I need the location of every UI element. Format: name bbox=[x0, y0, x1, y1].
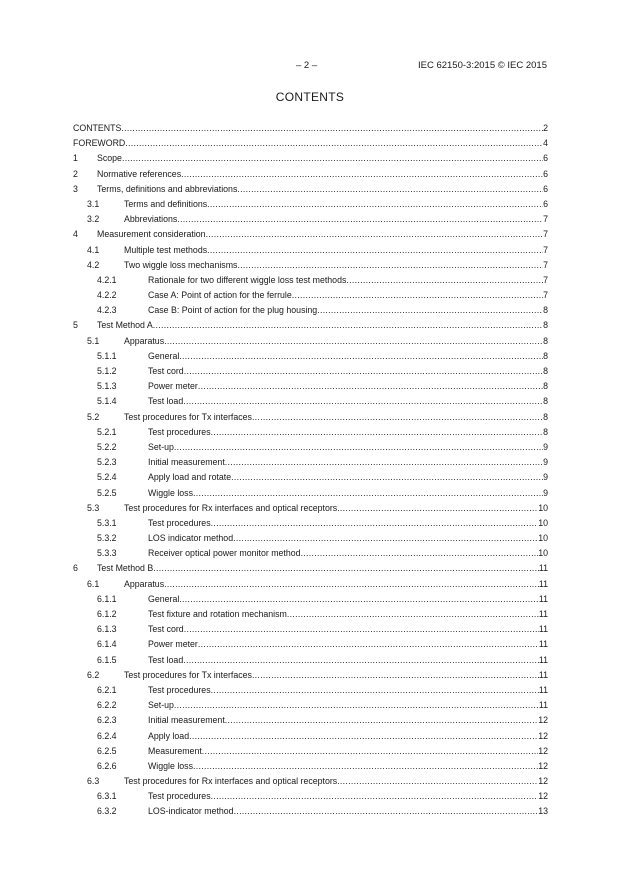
toc-entry-line bbox=[148, 394, 548, 409]
toc-entry[interactable] bbox=[73, 607, 548, 622]
toc-entry-page: 8 bbox=[543, 381, 548, 392]
toc-entry-page: 11 bbox=[538, 700, 548, 711]
toc-dot-leader bbox=[184, 622, 539, 637]
toc-dot-leader bbox=[122, 151, 543, 166]
toc-entry[interactable] bbox=[73, 167, 548, 182]
toc-entry-title: Test procedures for Rx interfaces and optical receptors bbox=[124, 774, 337, 789]
toc-entry[interactable] bbox=[73, 303, 548, 318]
toc-entry-page: 8 bbox=[543, 320, 548, 331]
toc-entry-line bbox=[148, 288, 548, 303]
toc-entry-number: 6.3 bbox=[87, 776, 100, 787]
toc-entry[interactable] bbox=[73, 683, 548, 698]
toc-entry[interactable] bbox=[73, 349, 548, 364]
toc-entry-page: 12 bbox=[538, 760, 548, 771]
toc-entry[interactable] bbox=[73, 653, 548, 668]
table-of-contents bbox=[73, 121, 548, 820]
toc-entry-page: 8 bbox=[543, 396, 548, 407]
toc-entry-line bbox=[148, 486, 548, 501]
toc-entry-page: 7 bbox=[543, 259, 548, 270]
toc-entry-title: Test procedures bbox=[148, 789, 211, 804]
toc-entry-line bbox=[97, 182, 548, 197]
toc-entry[interactable] bbox=[73, 364, 548, 379]
toc-entry[interactable] bbox=[73, 774, 548, 789]
toc-entry-number: 6.2.4 bbox=[97, 730, 117, 741]
standard-reference: IEC 62150-3:2015 © IEC 2015 bbox=[417, 60, 547, 71]
toc-entry[interactable] bbox=[73, 410, 548, 425]
toc-entry-title: Measurement consideration bbox=[97, 227, 206, 242]
toc-entry[interactable] bbox=[73, 622, 548, 637]
toc-entry-line bbox=[148, 622, 548, 637]
toc-entry[interactable] bbox=[73, 258, 548, 273]
toc-entry-line bbox=[148, 470, 548, 485]
toc-entry-title: LOS-indicator method bbox=[148, 804, 234, 819]
toc-entry-title: Test load bbox=[148, 394, 183, 409]
toc-entry-number: 5.1 bbox=[87, 335, 100, 346]
toc-entry[interactable] bbox=[73, 121, 548, 136]
toc-dot-leader bbox=[183, 653, 539, 668]
toc-entry-line bbox=[148, 683, 548, 698]
toc-entry-page: 8 bbox=[543, 411, 548, 422]
toc-dot-leader bbox=[198, 637, 539, 652]
toc-entry-number: 6.2.2 bbox=[97, 700, 117, 711]
toc-dot-leader bbox=[211, 789, 539, 804]
toc-entry-line bbox=[148, 379, 548, 394]
toc-dot-leader bbox=[207, 197, 543, 212]
toc-entry-number: 4 bbox=[73, 229, 78, 240]
toc-entry-number: 6.3.2 bbox=[97, 806, 117, 817]
toc-dot-leader bbox=[183, 394, 543, 409]
toc-dot-leader bbox=[346, 273, 543, 288]
toc-entry-line bbox=[148, 303, 548, 318]
toc-entry[interactable] bbox=[73, 425, 548, 440]
toc-entry-title: Measurement bbox=[148, 744, 202, 759]
toc-entry-line bbox=[124, 212, 548, 227]
toc-entry-line bbox=[148, 425, 548, 440]
toc-entry-line bbox=[124, 774, 548, 789]
toc-dot-leader bbox=[252, 410, 543, 425]
toc-entry-title: Test procedures for Tx interfaces bbox=[124, 410, 252, 425]
toc-entry-title: Rationale for two different wiggle loss test methods bbox=[148, 273, 346, 288]
toc-dot-leader bbox=[237, 182, 543, 197]
toc-entry-line bbox=[97, 167, 548, 182]
toc-entry[interactable] bbox=[73, 546, 548, 561]
toc-entry-title: Test load bbox=[148, 653, 183, 668]
toc-entry[interactable] bbox=[73, 243, 548, 258]
toc-entry-page: 9 bbox=[543, 441, 548, 452]
toc-entry-title: Power meter bbox=[148, 379, 198, 394]
toc-entry-number: 4.2.3 bbox=[97, 305, 117, 316]
toc-entry-number: 5.1.3 bbox=[97, 381, 117, 392]
toc-entry-page: 11 bbox=[538, 684, 548, 695]
toc-entry[interactable] bbox=[73, 637, 548, 652]
toc-dot-leader bbox=[337, 501, 538, 516]
toc-dot-leader bbox=[174, 698, 539, 713]
toc-dot-leader bbox=[164, 577, 539, 592]
toc-entry[interactable] bbox=[73, 212, 548, 227]
toc-entry-title: Initial measurement bbox=[148, 713, 225, 728]
toc-entry-title: Apply load bbox=[148, 729, 189, 744]
toc-entry-number: 6 bbox=[73, 563, 78, 574]
toc-entry-title: General bbox=[148, 349, 179, 364]
toc-entry-title: Abbreviations bbox=[124, 212, 177, 227]
toc-dot-leader bbox=[225, 455, 543, 470]
toc-entry-line bbox=[148, 653, 548, 668]
toc-entry[interactable] bbox=[73, 227, 548, 242]
toc-entry-title: Test procedures for Rx interfaces and optical receptors bbox=[124, 501, 337, 516]
toc-dot-leader bbox=[317, 303, 543, 318]
toc-entry-line bbox=[148, 637, 548, 652]
toc-entry-line bbox=[148, 713, 548, 728]
toc-entry-line bbox=[148, 698, 548, 713]
toc-entry-title: Scope bbox=[97, 151, 122, 166]
toc-dot-leader bbox=[153, 318, 543, 333]
toc-entry-title: Test procedures bbox=[148, 516, 211, 531]
toc-dot-leader bbox=[301, 546, 539, 561]
toc-dot-leader bbox=[202, 744, 538, 759]
toc-entry-page: 9 bbox=[543, 487, 548, 498]
toc-dot-leader bbox=[179, 592, 539, 607]
toc-entry-page: 12 bbox=[538, 791, 548, 802]
toc-entry-title: Set-up bbox=[148, 440, 174, 455]
toc-entry-title: Test cord bbox=[148, 622, 184, 637]
toc-entry-line bbox=[97, 561, 548, 576]
toc-entry-line bbox=[97, 151, 548, 166]
toc-entry-number: 5.3.2 bbox=[97, 533, 117, 544]
toc-entry-page: 8 bbox=[543, 426, 548, 437]
toc-dot-leader bbox=[198, 379, 543, 394]
toc-entry[interactable] bbox=[73, 334, 548, 349]
toc-entry-title: Test procedures bbox=[148, 683, 211, 698]
toc-entry-line bbox=[148, 607, 548, 622]
toc-entry[interactable] bbox=[73, 698, 548, 713]
toc-entry-number: 5 bbox=[73, 320, 78, 331]
toc-entry-title: Test cord bbox=[148, 364, 184, 379]
toc-entry-number: 5.1.4 bbox=[97, 396, 117, 407]
toc-entry-number: 4.2.1 bbox=[97, 274, 117, 285]
toc-heading: CONTENTS bbox=[275, 90, 345, 104]
toc-entry-title: Terms, definitions and abbreviations bbox=[97, 182, 237, 197]
toc-entry-line bbox=[124, 501, 548, 516]
toc-entry[interactable] bbox=[73, 455, 548, 470]
toc-dot-leader bbox=[207, 243, 543, 258]
toc-entry[interactable] bbox=[73, 804, 548, 819]
toc-entry-page: 4 bbox=[543, 138, 548, 149]
toc-entry-number: 4.1 bbox=[87, 244, 100, 255]
toc-dot-leader bbox=[287, 607, 539, 622]
toc-entry-title: Apply load and rotate bbox=[148, 470, 231, 485]
toc-dot-leader bbox=[211, 516, 539, 531]
toc-entry-page: 6 bbox=[543, 183, 548, 194]
toc-entry-page: 10 bbox=[538, 548, 548, 559]
toc-entry[interactable] bbox=[73, 318, 548, 333]
toc-entry-page: 8 bbox=[543, 350, 548, 361]
toc-entry-page: 8 bbox=[543, 366, 548, 376]
toc-entry-page: 6 bbox=[543, 168, 548, 179]
toc-entry-number: 6.1.3 bbox=[97, 624, 117, 635]
toc-dot-leader bbox=[193, 486, 543, 501]
toc-entry-page: 7 bbox=[543, 274, 548, 285]
toc-entry-title: FOREWORD bbox=[73, 136, 125, 151]
toc-entry-page: 11 bbox=[538, 624, 548, 635]
toc-dot-leader bbox=[211, 425, 544, 440]
toc-entry-number: 4.2.2 bbox=[97, 290, 117, 301]
toc-entry-line bbox=[148, 592, 548, 607]
toc-entry[interactable] bbox=[73, 151, 548, 166]
toc-entry-number: 5.2.3 bbox=[97, 457, 117, 468]
toc-entry-page: 11 bbox=[538, 669, 548, 680]
toc-dot-leader bbox=[179, 349, 543, 364]
toc-entry-number: 1 bbox=[73, 153, 78, 164]
toc-entry-page: 6 bbox=[543, 153, 548, 164]
toc-entry-page: 6 bbox=[543, 198, 548, 209]
toc-dot-leader bbox=[211, 683, 539, 698]
toc-dot-leader bbox=[121, 121, 543, 136]
toc-entry-number: 6.1.5 bbox=[97, 654, 117, 665]
toc-entry-line bbox=[124, 668, 548, 683]
toc-entry-page: 11 bbox=[538, 563, 548, 574]
toc-dot-leader bbox=[231, 470, 543, 485]
toc-entry-line bbox=[148, 516, 548, 531]
toc-entry-title: Test fixture and rotation mechanism bbox=[148, 607, 287, 622]
toc-entry-page: 2 bbox=[543, 123, 548, 133]
toc-entry-line bbox=[148, 804, 548, 819]
toc-entry-page: 7 bbox=[543, 214, 548, 225]
toc-entry-line bbox=[148, 364, 548, 379]
toc-dot-leader bbox=[189, 729, 538, 744]
toc-entry-number: 5.2.1 bbox=[97, 426, 117, 437]
toc-entry-number: 4.2 bbox=[87, 259, 100, 270]
toc-entry-title: Test procedures for Tx interfaces bbox=[124, 668, 252, 683]
toc-entry-page: 12 bbox=[538, 730, 548, 741]
toc-dot-leader bbox=[193, 759, 538, 774]
toc-entry-number: 5.1.1 bbox=[97, 350, 117, 361]
toc-entry-page: 8 bbox=[543, 305, 548, 316]
toc-entry-line bbox=[97, 318, 548, 333]
toc-entry-line bbox=[148, 531, 548, 546]
toc-entry[interactable] bbox=[73, 486, 548, 501]
toc-entry[interactable] bbox=[73, 440, 548, 455]
toc-entry-title: Normative references bbox=[97, 167, 181, 182]
toc-entry-number: 6.2.3 bbox=[97, 715, 117, 726]
toc-entry-page: 11 bbox=[538, 654, 548, 665]
toc-entry-number: 6.1.2 bbox=[97, 609, 117, 619]
page-number: – 2 – bbox=[296, 60, 318, 71]
toc-dot-leader bbox=[153, 561, 539, 576]
toc-dot-leader bbox=[174, 440, 543, 455]
toc-entry[interactable] bbox=[73, 577, 548, 592]
toc-entry-title: Terms and definitions bbox=[124, 197, 207, 212]
toc-entry-line bbox=[148, 759, 548, 774]
toc-entry[interactable] bbox=[73, 136, 548, 151]
toc-entry-title: General bbox=[148, 592, 179, 607]
toc-entry-line bbox=[148, 440, 548, 455]
toc-entry[interactable] bbox=[73, 182, 548, 197]
toc-entry-number: 3.2 bbox=[87, 214, 100, 225]
toc-entry-page: 10 bbox=[538, 517, 548, 528]
toc-entry-number: 6.1.4 bbox=[97, 639, 117, 650]
toc-entry-title: Case B: Point of action for the plug housing bbox=[148, 303, 317, 318]
toc-entry-title: Receiver optical power monitor method bbox=[148, 546, 301, 561]
toc-entry-page: 12 bbox=[538, 745, 548, 756]
toc-dot-leader bbox=[252, 668, 539, 683]
toc-entry[interactable] bbox=[73, 592, 548, 607]
toc-entry[interactable] bbox=[73, 288, 548, 303]
toc-entry-page: 7 bbox=[543, 244, 548, 255]
toc-entry-number: 5.2.2 bbox=[97, 441, 117, 452]
toc-entry[interactable] bbox=[73, 516, 548, 531]
toc-dot-leader bbox=[233, 531, 538, 546]
toc-entry-line bbox=[73, 121, 548, 136]
toc-entry-title: Test Method B bbox=[97, 561, 153, 576]
toc-entry-number: 5.3.3 bbox=[97, 548, 117, 559]
toc-entry-title: LOS indicator method bbox=[148, 531, 233, 546]
toc-entry[interactable] bbox=[73, 744, 548, 759]
toc-entry-number: 6.2.1 bbox=[97, 684, 117, 695]
toc-entry-page: 10 bbox=[538, 502, 548, 513]
toc-entry[interactable] bbox=[73, 394, 548, 409]
toc-entry-line bbox=[148, 273, 548, 288]
toc-entry-line bbox=[73, 136, 548, 151]
toc-dot-leader bbox=[181, 167, 543, 182]
toc-entry-page: 10 bbox=[538, 533, 548, 544]
toc-dot-leader bbox=[177, 212, 543, 227]
toc-entry-number: 5.3.1 bbox=[97, 517, 117, 528]
toc-entry-title: CONTENTS bbox=[73, 121, 121, 136]
toc-entry-line bbox=[124, 243, 548, 258]
toc-entry-page: 9 bbox=[543, 472, 548, 483]
toc-entry-page: 7 bbox=[543, 229, 548, 240]
toc-entry[interactable] bbox=[73, 729, 548, 744]
toc-entry-line bbox=[124, 577, 548, 592]
toc-entry[interactable] bbox=[73, 197, 548, 212]
page-header bbox=[0, 60, 620, 74]
toc-entry-title: Case A: Point of action for the ferrule bbox=[148, 288, 292, 303]
toc-entry-title: Apparatus bbox=[124, 334, 164, 349]
toc-entry-number: 3.1 bbox=[87, 198, 100, 209]
toc-entry-number: 5.3 bbox=[87, 502, 100, 513]
toc-dot-leader bbox=[225, 713, 538, 728]
toc-entry-page: 11 bbox=[538, 609, 548, 619]
toc-entry-line bbox=[148, 744, 548, 759]
toc-entry-page: 8 bbox=[543, 335, 548, 346]
toc-entry[interactable] bbox=[73, 759, 548, 774]
toc-entry-number: 5.1.2 bbox=[97, 366, 117, 376]
toc-entry-line bbox=[124, 258, 548, 273]
toc-entry[interactable] bbox=[73, 789, 548, 804]
toc-entry-number: 6.2.5 bbox=[97, 745, 117, 756]
toc-entry-line bbox=[124, 410, 548, 425]
toc-dot-leader bbox=[292, 288, 543, 303]
toc-entry-title: Set-up bbox=[148, 698, 174, 713]
toc-entry-title: Apparatus bbox=[124, 577, 164, 592]
toc-entry[interactable] bbox=[73, 668, 548, 683]
toc-entry-line bbox=[148, 729, 548, 744]
toc-entry-page: 13 bbox=[538, 806, 548, 817]
toc-entry-page: 12 bbox=[538, 715, 548, 726]
toc-entry-line bbox=[97, 227, 548, 242]
toc-entry-number: 2 bbox=[73, 168, 78, 179]
toc-entry-number: 6.1 bbox=[87, 578, 100, 589]
toc-entry-page: 9 bbox=[543, 457, 548, 468]
toc-entry-line bbox=[148, 349, 548, 364]
toc-entry-title: Test procedures bbox=[148, 425, 211, 440]
toc-entry-page: 7 bbox=[543, 290, 548, 301]
toc-entry-line bbox=[148, 789, 548, 804]
toc-entry-line bbox=[124, 334, 548, 349]
toc-dot-leader bbox=[206, 227, 544, 242]
toc-entry-page: 11 bbox=[538, 593, 548, 604]
toc-entry[interactable] bbox=[73, 501, 548, 516]
toc-entry-title: Initial measurement bbox=[148, 455, 225, 470]
toc-entry-title: Power meter bbox=[148, 637, 198, 652]
toc-entry-number: 6.2.6 bbox=[97, 760, 117, 771]
toc-entry-number: 5.2.4 bbox=[97, 472, 117, 483]
toc-entry-title: Wiggle loss bbox=[148, 486, 193, 501]
toc-entry[interactable] bbox=[73, 531, 548, 546]
toc-entry-number: 6.3.1 bbox=[97, 791, 117, 802]
toc-entry[interactable] bbox=[73, 470, 548, 485]
toc-entry[interactable] bbox=[73, 561, 548, 576]
toc-entry-title: Wiggle loss bbox=[148, 759, 193, 774]
toc-entry-number: 6.2 bbox=[87, 669, 100, 680]
toc-dot-leader bbox=[184, 364, 543, 379]
toc-entry-line bbox=[148, 546, 548, 561]
toc-entry-number: 6.1.1 bbox=[97, 593, 117, 604]
toc-entry-line bbox=[148, 455, 548, 470]
toc-entry-line bbox=[124, 197, 548, 212]
toc-entry[interactable] bbox=[73, 273, 548, 288]
toc-dot-leader bbox=[234, 804, 539, 819]
toc-dot-leader bbox=[337, 774, 538, 789]
toc-entry-number: 3 bbox=[73, 183, 78, 194]
toc-entry[interactable] bbox=[73, 379, 548, 394]
toc-entry[interactable] bbox=[73, 713, 548, 728]
toc-dot-leader bbox=[237, 258, 543, 273]
toc-entry-number: 5.2 bbox=[87, 411, 100, 422]
toc-entry-page: 11 bbox=[538, 639, 548, 650]
toc-entry-number: 5.2.5 bbox=[97, 487, 117, 498]
toc-entry-title: Two wiggle loss mechanisms bbox=[124, 258, 237, 273]
toc-entry-title: Multiple test methods bbox=[124, 243, 207, 258]
toc-entry-title: Test Method A bbox=[97, 318, 153, 333]
toc-entry-page: 12 bbox=[538, 776, 548, 787]
toc-dot-leader bbox=[164, 334, 543, 349]
toc-dot-leader bbox=[125, 136, 543, 151]
toc-entry-page: 11 bbox=[538, 578, 548, 589]
